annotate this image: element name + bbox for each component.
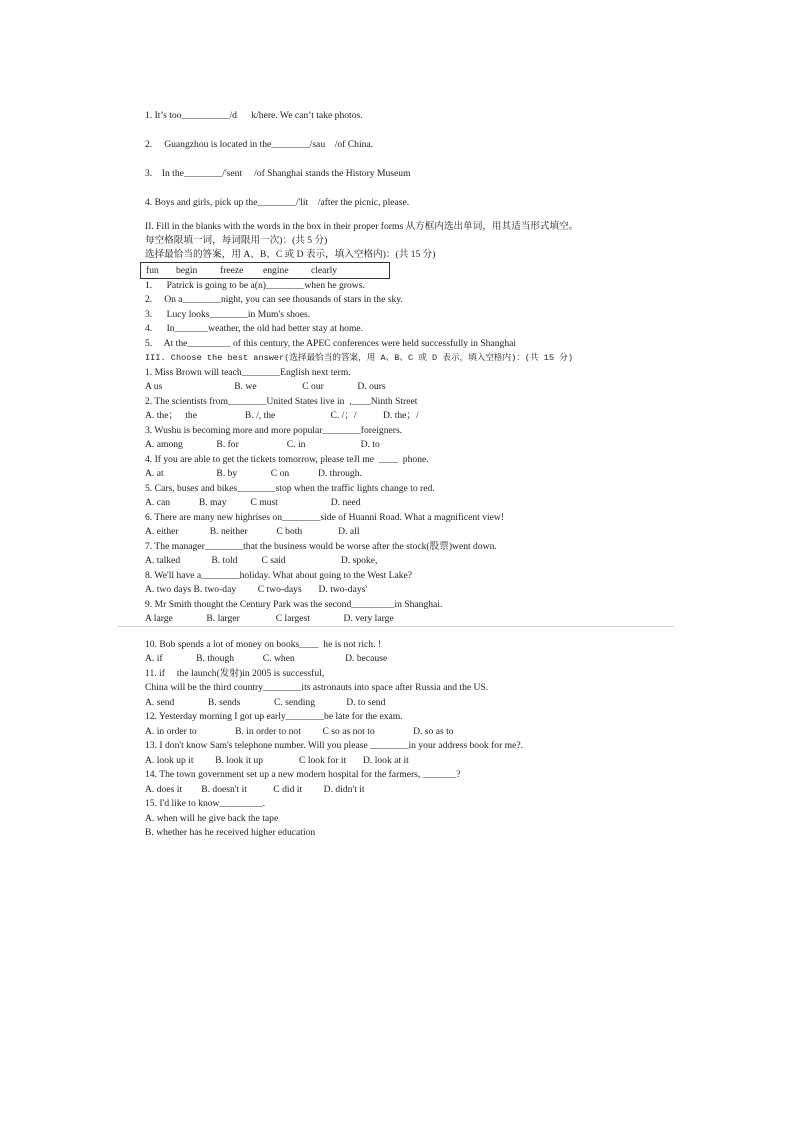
mc-question: 7. The manager________that the business would be worse after the stock(股票)went down. [145,541,497,552]
mc-question: 1. Miss Brown will teach________English next term. [145,367,351,378]
section-2-heading-cont: 每空格限填一词，每词限用一次)：(共 5 分) [145,235,328,246]
mc-option: B. whether has he received higher education [145,827,316,838]
mc-question: 12. Yesterday morning I got up early________be late for the exam. [145,711,403,722]
mc-question: 2. The scientists from________United States live in ,____Ninth Street [145,396,418,407]
mc-question: 6. There are many new highrises on________side of Huanni Road. What a magnificent view! [145,512,505,523]
question-2: 2. Guangzhou is located in the________/sau /of China. [145,139,374,150]
word-box-item: freeze [220,265,244,276]
mc-options: A. at B. by C on D. through. [145,468,362,479]
mc-options: A. in order to B. in order to not C so as not to D. so as to [145,726,454,737]
mc-question: 4. If you are able to get the tickets tomorrow, please teJl me ____ phone. [145,454,429,465]
section-3-heading: III. Choose the best answer(选择最恰当的答案，用 A、B、C 或 D 表示，填入空格内)：(共 15 分) [145,353,574,363]
mc-options: A. send B. sends C. sending D. to send [145,697,386,708]
mc-options: A. talked B. told C said D. spoke, [145,555,378,566]
mc-question: 15. I'd like to know_________. [145,798,266,809]
mc-question: 13. I don't know Sam's telephone number. Will you please ________in your address book for me?. [145,740,524,751]
word-box [140,262,390,279]
section-2-heading: II. Fill in the blanks with the words in the box in their proper forms 从方框内选出单词，用其适当形式填空。 [145,221,579,232]
question-3: 3. In the________/'sent /of Shanghai stands the History Museum [145,168,411,179]
mc-options: A. does it B. doesn't it C did it D. didn't it [145,784,365,795]
fill-blank-item: 5. At the_________ of this century, the APEC conferences were held successfully in Shanghai [145,338,517,349]
mc-question: 9. Mr Smith thought the Century Park was the second_________in Shanghai. [145,599,443,610]
fill-blank-item: 3. Lucy looks________in Mum's shoes. [145,309,311,320]
fill-blank-item: 2. On a________night, you can see thousands of stars in the sky. [145,294,403,305]
page-divider [118,626,674,627]
word-box-item: fun [146,265,159,276]
question-1: 1. It’s too__________/d k/here. We can’t take photos. [145,110,363,121]
word-box-item: begin [176,265,198,276]
mc-options: A us B. we C our D. ours [145,381,386,392]
mc-options: A. the； the B. /, the C. /；/ D. the；/ [145,410,419,421]
mc-option: A. when will he give back the tape [145,813,279,824]
mc-options: A. can B. may C must D. need [145,497,361,508]
mc-question: 8. We'll have a________holiday. What about going to the West Lake? [145,570,413,581]
mc-options: A. if B. though C. when D. because [145,653,388,664]
mc-question: 10. Bob spends a lot of money on books____ he is not rich. ! [145,639,382,650]
mc-options: A. among B. for C. in D. to [145,439,380,450]
mc-question: 14. The town government set up a new modern hospital for the farmers, _______? [145,769,461,780]
mc-options: A. two days B. two-day C two-days D. two-days' [145,584,368,595]
mc-options: A large B. larger C largest D. very large [145,613,394,624]
section-2-heading-note: 选择最恰当的答案，用 A、B、C 或 D 表示，填入空格内)：(共 15 分) [145,249,436,260]
fill-blank-item: 1. Patrick is going to be a(n)________when he grows. [145,280,365,291]
mc-options: A. look up it B. look it up C look for it D. look at it [145,755,409,766]
word-box-item: clearly [311,265,338,276]
word-box-item: engine [263,265,289,276]
mc-options: A. either B. neither C both D. all [145,526,360,537]
mc-question: 11. if the launch(发射)in 2005 is successful, [145,668,325,679]
mc-question: 5. Cars, buses and bikes________stop when the traffic lights change to red. [145,483,435,494]
question-4: 4. Boys and girls, pick up the________/'lit /after the picnic, please. [145,197,410,208]
mc-question-cont: China will be the third country________its astronauts into space after Russia and the US. [145,682,489,693]
fill-blank-item: 4. In_______weather, the old had better stay at home. [145,323,364,334]
mc-question: 3. Wushu is becoming more and more popular________foreigners. [145,425,403,436]
